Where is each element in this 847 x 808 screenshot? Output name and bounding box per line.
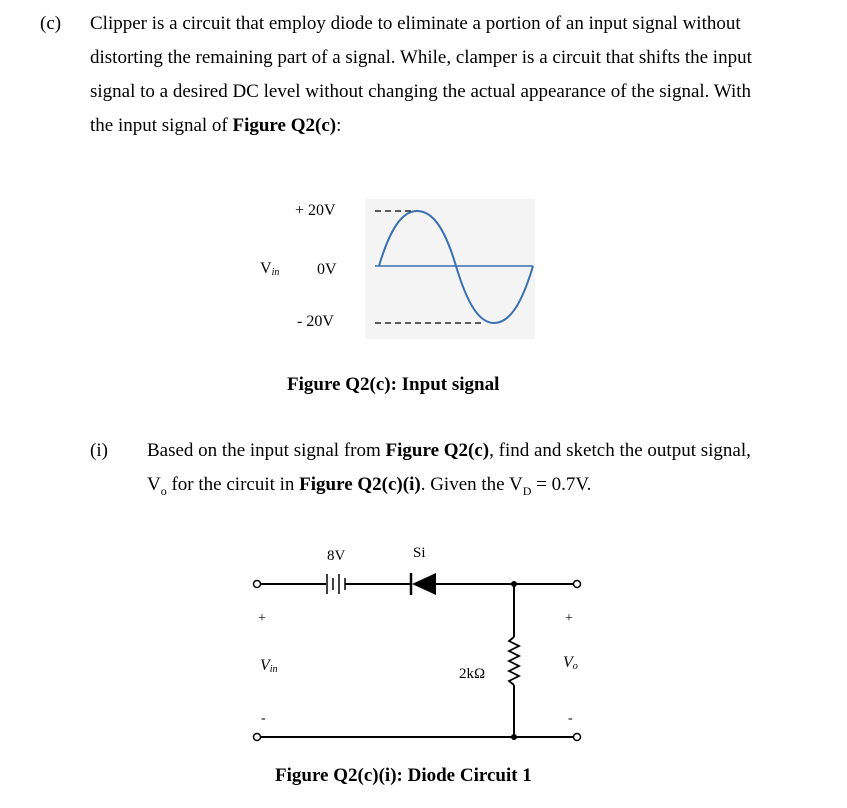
circuit-vin-label bbox=[260, 657, 278, 675]
label-pos-20v: + 20V bbox=[295, 202, 336, 219]
part-c-line-1: Clipper is a circuit that employ diode to eliminate a portion of an input signal without bbox=[90, 13, 741, 34]
circuit-vin-sub: in bbox=[269, 664, 278, 675]
vo-minus: - bbox=[568, 711, 573, 726]
line4-suffix: : bbox=[336, 115, 342, 136]
vin-plus: + bbox=[258, 611, 266, 626]
vo-main: V bbox=[147, 474, 161, 495]
circuit-vo-sub: o bbox=[572, 661, 578, 672]
diode-circuit bbox=[240, 535, 600, 760]
label-0v: 0V bbox=[317, 261, 337, 278]
part-i-l2-given: . Given the V bbox=[420, 474, 523, 495]
battery-symbol bbox=[327, 574, 345, 594]
resistor-label: 2kΩ bbox=[459, 666, 486, 682]
figure-background bbox=[365, 199, 535, 339]
input-terminal-bottom bbox=[254, 734, 261, 741]
circuit-vo-label bbox=[563, 654, 578, 672]
diode-symbol bbox=[411, 573, 436, 595]
part-i-l2-tail: = 0.7V. bbox=[531, 474, 592, 495]
battery-label: 8V bbox=[327, 548, 346, 564]
line4-figure-ref: Figure Q2(c) bbox=[232, 115, 337, 136]
part-c-line-2: distorting the remaining part of a signal. While, clamper is a circuit that shifts the input bbox=[90, 47, 752, 68]
diode-label: Si bbox=[413, 545, 426, 561]
part-i-l2-mid: for the circuit in bbox=[166, 474, 300, 495]
vin-main: V bbox=[260, 260, 272, 277]
vin-sub: in bbox=[271, 267, 280, 278]
resistor-symbol bbox=[509, 637, 519, 685]
part-i-line-2 bbox=[147, 473, 591, 503]
output-terminal-bottom bbox=[574, 734, 581, 741]
input-signal-figure bbox=[250, 185, 550, 350]
part-i-l1-prefix: Based on the input signal from bbox=[147, 440, 386, 461]
label-vin bbox=[260, 260, 279, 278]
output-terminal-top bbox=[574, 581, 581, 588]
line4-prefix: the input signal of bbox=[90, 115, 233, 136]
part-c-line-3: signal to a desired DC level without changing the actual appearance of the signal. With bbox=[90, 81, 752, 102]
label-neg-20v: - 20V bbox=[297, 313, 334, 330]
circuit-caption: Figure Q2(c)(i): Diode Circuit 1 bbox=[275, 765, 532, 786]
part-i-marker: (i) bbox=[90, 440, 108, 461]
part-i-l2-figure-ref: Figure Q2(c)(i) bbox=[299, 474, 421, 495]
vin-minus: - bbox=[261, 711, 266, 726]
part-c-marker: (c) bbox=[40, 13, 62, 34]
vd-sub: D bbox=[522, 483, 532, 498]
part-c-line-4 bbox=[90, 114, 341, 138]
part-i-l1-suffix: , find and sketch the output signal, bbox=[489, 440, 751, 461]
vo-sub: o bbox=[160, 483, 167, 498]
input-figure-caption: Figure Q2(c): Input signal bbox=[287, 374, 500, 395]
circuit-vo-main: V bbox=[563, 654, 573, 671]
vo-plus: + bbox=[565, 611, 573, 626]
part-i-l1-figure-ref: Figure Q2(c) bbox=[385, 440, 490, 461]
part-i-line-1 bbox=[147, 439, 751, 463]
input-terminal-top bbox=[254, 581, 261, 588]
circuit-vin-main: V bbox=[260, 657, 270, 674]
